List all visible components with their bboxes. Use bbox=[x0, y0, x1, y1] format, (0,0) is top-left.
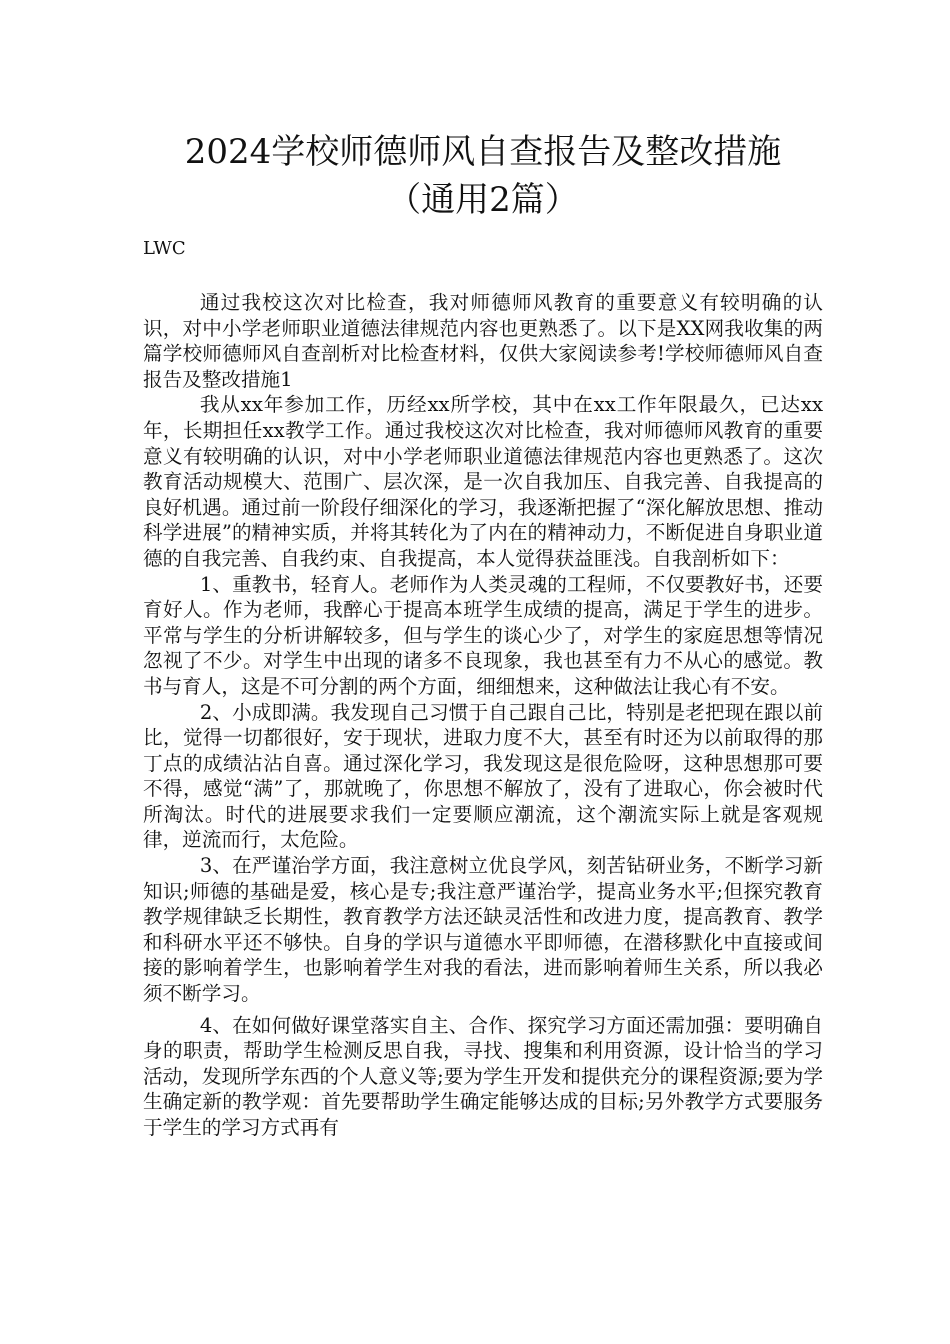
document-title bbox=[143, 128, 823, 224]
document-body bbox=[143, 290, 823, 1141]
paragraph-item-2: 2、小成即满。我发现自己习惯于自己跟自己比，特别是老把现在跟以前比，觉得一切都很好，安于现状，进取力度不大，甚至有时还为以前取得的那丁点的成绩沾沾自喜。通过深化学习，我发现这是很危险呀，这种思想那可要不得，感觉“满”了，那就晚了，你思想不解放了，没有了进取心，你会被时代所淘汰。时代的进展要求我们一定要顺应潮流，这个潮流实际上就是客观规律，逆流而行，太危险。 bbox=[143, 700, 823, 852]
title-line-2: （通用2篇） bbox=[387, 180, 579, 220]
title-line-1: 2024学校师德师风自查报告及整改措施 bbox=[184, 132, 782, 172]
paragraph-intro: 通过我校这次对比检查，我对师德师风教育的重要意义有较明确的认识，对中小学老师职业道德法律规范内容也更熟悉了。以下是XX网我收集的两篇学校师德师风自查剖析对比检查材料，仅供大家阅读参考!学校师德师风自查报告及整改措施1 bbox=[143, 291, 823, 391]
paragraph-item-1: 1、重教书，轻育人。老师作为人类灵魂的工程师，不仅要教好书，还要育好人。作为老师，我醉心于提高本班学生成绩的提高，满足于学生的进步。平常与学生的分析讲解较多，但与学生的谈心少了，对学生的家庭思想等情况忽视了不少。对学生中出现的诸多不良现象，我也甚至有力不从心的感觉。教书与育人，这是不可分割的两个方面，细细想来，这种做法让我心有不安。 bbox=[143, 572, 823, 698]
paragraph-item-3: 3、在严谨治学方面，我注意树立优良学风，刻苦钻研业务，不断学习新知识;师德的基础是爱，核心是专;我注意严谨治学，提高业务水平;但探究教育教学规律缺乏长期性，教育教学方法还缺灵活性和改进力度，提高教育、教学和科研水平还不够快。自身的学识与道德水平即师德，在潜移默化中直接或间接的影响着学生，也影响着学生对我的看法，进而影响着师生关系，所以我必须不断学习。 bbox=[143, 854, 823, 1006]
document-page bbox=[143, 128, 823, 1141]
author-label: LWC bbox=[143, 238, 186, 259]
paragraph-item-4: 4、在如何做好课堂落实自主、合作、探究学习方面还需加强：要明确自身的职责，帮助学生检测反思自我，寻找、搜集和利用资源，设计恰当的学习活动，发现所学东西的个人意义等;要为学生开发和提供充分的课程资源;要为学生确定新的教学观：首先要帮助学生确定能够达成的目标;另外教学方式要服务于学生的学习方式再有 bbox=[143, 1013, 823, 1139]
paragraph-background: 我从xx年参加工作，历经xx所学校，其中在xx工作年限最久，已达xx年，长期担任xx教学工作。通过我校这次对比检查，我对师德师风教育的重要意义有较明确的认识，对中小学老师职业道德法律规范内容也更熟悉了。这次教育活动规模大、范围广、层次深，是一次自我加压、自我完善、自我提高的良好机遇。通过前一阶段仔细深化的学习，我逐渐把握了“深化解放思想、推动科学进展”的精神实质，并将其转化为了内在的精神动力，不断促进自身职业道德的自我完善、自我约束、自我提高，本人觉得获益匪浅。自我剖析如下： bbox=[143, 393, 823, 570]
